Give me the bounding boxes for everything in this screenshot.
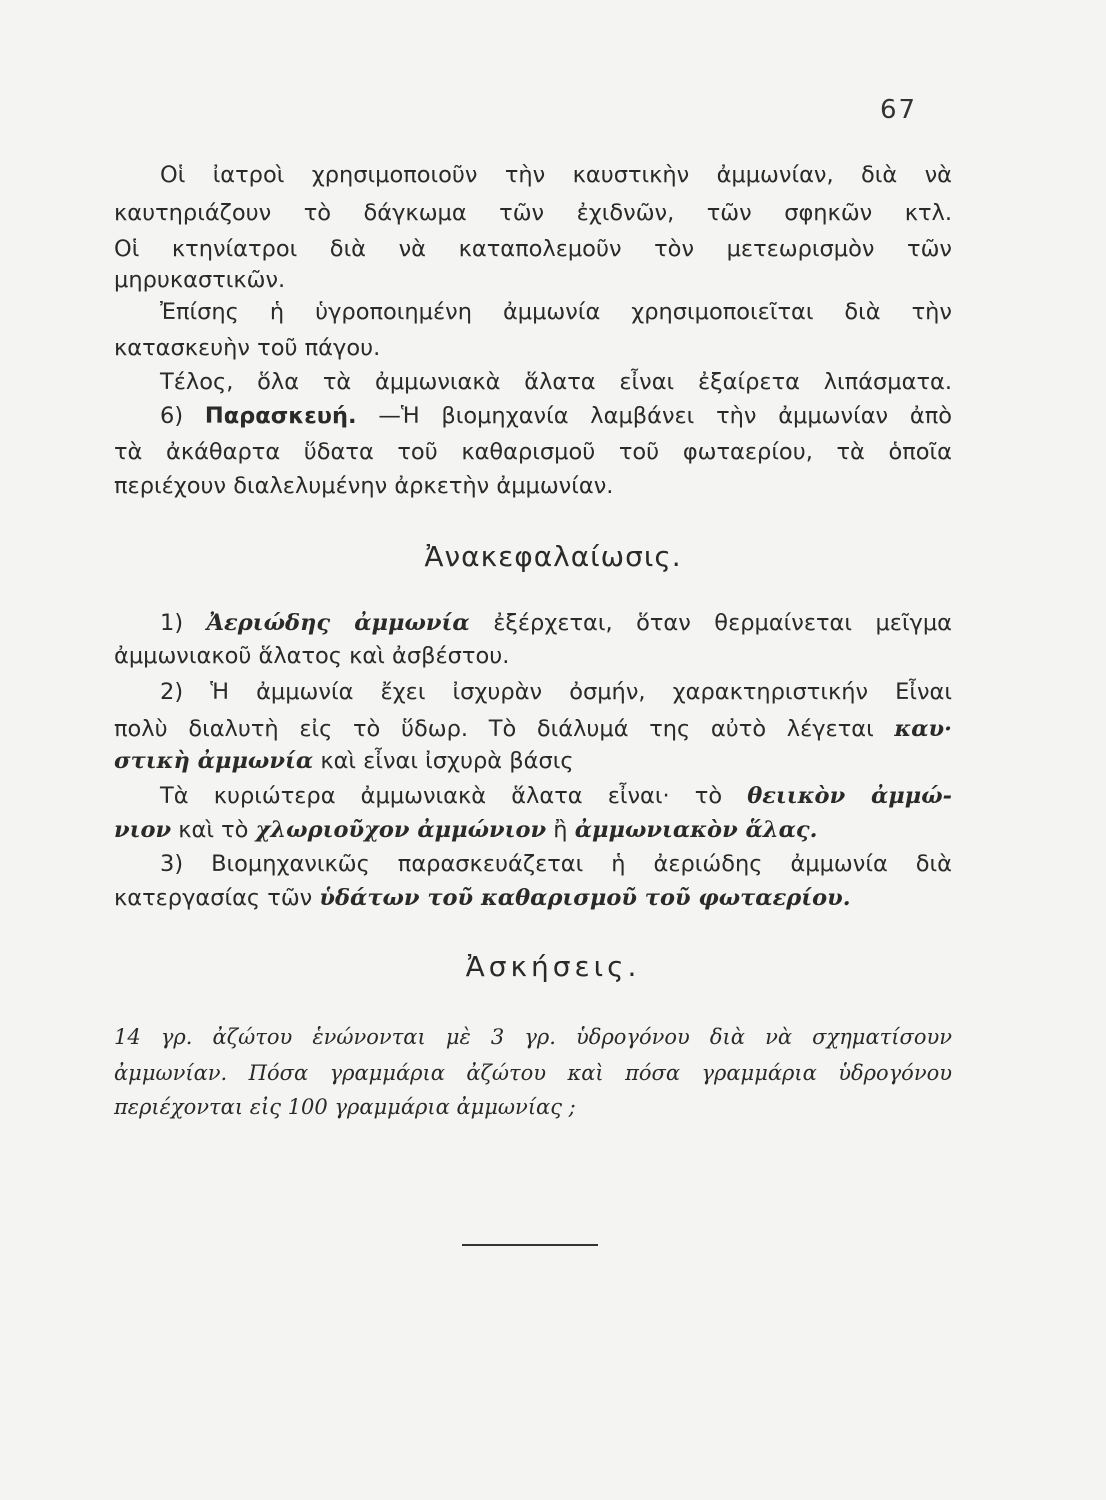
bold-term: θειικὸν ἀμμώ- <box>747 783 953 809</box>
text-line <box>160 781 952 811</box>
text-line <box>114 714 952 744</box>
exercise-line: ἀμμωνίαν. Πόσα γραμμάρια ἀζώτου καὶ πόσα γραμμάρια ὑδρογόνου <box>114 1061 952 1085</box>
text-line: Τέλος, ὅλα τὰ ἀμμωνιακὰ ἅλατα εἶναι ἐξαίρετα λιπάσματα. <box>160 369 952 395</box>
summary-heading: Ἀνακεφαλαίωσις. <box>424 540 682 573</box>
text-line: Ἐπίσης ἡ ὑγροποιημένη ἀμμωνία χρησιμοποιεῖται διὰ τὴν <box>160 299 952 325</box>
section-title: Παρασκευή. <box>204 403 357 429</box>
bold-term: Ἀεριώδης ἀμμωνία <box>206 610 470 636</box>
bold-term: καυ· <box>894 716 952 742</box>
text-line <box>160 608 952 638</box>
item-number: 1) <box>160 610 184 636</box>
text-line: περιέχουν διαλελυμένην ἀρκετὴν ἀμμωνίαν. <box>114 473 614 499</box>
text-line <box>114 815 952 845</box>
text-span: —Ἡ βιομηχανία λαμβάνει τὴν ἀμμωνίαν ἀπὸ <box>378 403 953 429</box>
bold-term: στικὴ ἀμμωνία <box>114 748 314 774</box>
item-number: 6) <box>160 403 184 429</box>
bold-term: ἀμμωνιακὸν ἅλας. <box>574 817 818 843</box>
text-span: πολὺ διαλυτὴ εἰς τὸ ὕδωρ. Τὸ διάλυμά της αὐτὸ λέγεται <box>114 716 874 742</box>
bold-term: ὑδάτων τοῦ καθαρισμοῦ τοῦ φωταερίου. <box>319 885 851 911</box>
bold-term: χλωριοῦχον ἀμμώνιον <box>255 817 547 843</box>
text-line: ἀμμωνιακοῦ ἅλατος καὶ ἀσβέστου. <box>114 643 510 669</box>
text-line: 3) Βιομηχανικῶς παρασκευάζεται ἡ ἀεριώδης ἀμμωνία διὰ <box>160 851 952 877</box>
end-rule <box>462 1244 598 1246</box>
text-span: κατεργασίας τῶν <box>114 885 313 911</box>
text-line: Οἱ ἰατροὶ χρησιμοποιοῦν τὴν καυστικὴν ἀμμωνίαν, διὰ νὰ <box>160 162 952 188</box>
text-line: μηρυκαστικῶν. <box>114 267 286 293</box>
text-line <box>160 401 952 431</box>
exercise-line: 14 γρ. ἀζώτου ἑνώνονται μὲ 3 γρ. ὑδρογόνου διὰ νὰ σχηματίσουν <box>114 1025 952 1049</box>
text-line <box>114 746 952 776</box>
exercise-line: περιέχονται εἰς 100 γραμμάρια ἀμμωνίας ; <box>114 1095 576 1119</box>
text-span: Τὰ κυριώτερα ἀμμωνιακὰ ἅλατα εἶναι· τὸ <box>160 783 723 809</box>
text-line: καυτηριάζουν τὸ δάγκωμα τῶν ἐχιδνῶν, τῶν σφηκῶν κτλ. <box>114 200 952 226</box>
text-line: τὰ ἀκάθαρτα ὕδατα τοῦ καθαρισμοῦ τοῦ φωταερίου, τὰ ὁποῖα <box>114 439 952 465</box>
text-line: κατασκευὴν τοῦ πάγου. <box>114 335 381 361</box>
text-line <box>114 883 952 913</box>
text-span: καὶ εἶναι ἰσχυρὰ βάσις <box>320 748 574 774</box>
page-number: 67 <box>880 95 918 125</box>
text-span: ἢ <box>553 817 568 843</box>
exercises-heading: Ἀσκήσεις. <box>465 950 641 983</box>
text-line: Οἱ κτηνίατροι διὰ νὰ καταπολεμοῦν τὸν μετεωρισμὸν τῶν <box>114 236 952 262</box>
bold-term: νιον <box>114 817 172 843</box>
text-span: καὶ τὸ <box>178 817 249 843</box>
text-line: 2) Ἡ ἀμμωνία ἔχει ἰσχυρὰν ὀσμήν, χαρακτηριστικήν Εἶναι <box>160 679 952 705</box>
text-span: ἐξέρχεται, ὅταν θερμαίνεται μεῖγμα <box>493 610 953 636</box>
